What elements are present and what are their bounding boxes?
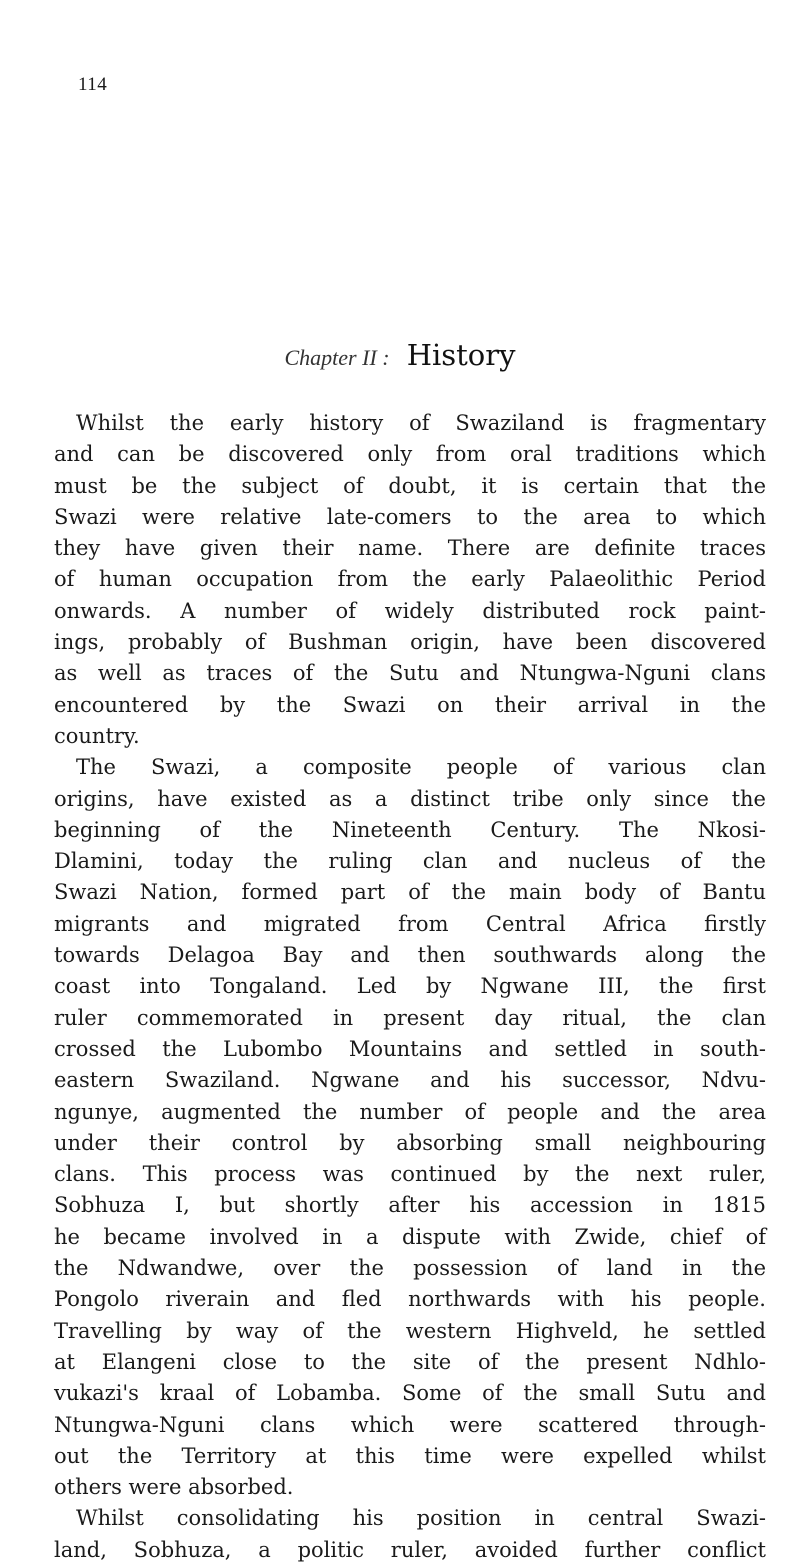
text-line: Whilst consolidating his position in central Swazi- bbox=[76, 1506, 766, 1531]
text-line: vukazi's kraal of Lobamba. Some of the small Sutu and bbox=[54, 1381, 766, 1406]
text-line: ruler commemorated in present day ritual, the clan bbox=[54, 1005, 766, 1030]
text-line: at Elangeni close to the site of the present Ndhlo- bbox=[54, 1349, 766, 1374]
text-line: Swazi were relative late-comers to the area to which bbox=[54, 504, 766, 529]
text-line: ings, probably of Bushman origin, have been discovered bbox=[54, 630, 766, 655]
text-line: and can be discovered only from oral traditions which bbox=[54, 442, 766, 467]
text-line: must be the subject of doubt, it is certain that the bbox=[54, 473, 766, 498]
text-line: ngunye, augmented the number of people and the area bbox=[54, 1099, 766, 1124]
text-line: onwards. A number of widely distributed rock paint- bbox=[54, 598, 766, 623]
text-line: origins, have existed as a distinct tribe only since the bbox=[54, 786, 766, 811]
text-line: migrants and migrated from Central Africa firstly bbox=[54, 911, 766, 936]
text-line: others were absorbed. bbox=[54, 1475, 294, 1500]
text-line: the Ndwandwe, over the possession of land in the bbox=[54, 1256, 766, 1281]
text-line: out the Territory at this time were expelled whilst bbox=[54, 1443, 766, 1468]
text-line: towards Delagoa Bay and then southwards along the bbox=[54, 943, 766, 968]
text-line: eastern Swaziland. Ngwane and his successor, Ndvu- bbox=[54, 1068, 766, 1093]
text-line: he became involved in a dispute with Zwide, chief of bbox=[54, 1224, 766, 1249]
text-line: as well as traces of the Sutu and Ntungwa-Nguni clans bbox=[54, 661, 766, 686]
text-line: Sobhuza I, but shortly after his accession in 1815 bbox=[54, 1193, 766, 1218]
text-line: of human occupation from the early Palaeolithic Period bbox=[54, 567, 766, 592]
text-line: country. bbox=[54, 723, 140, 748]
chapter-label: Chapter II : bbox=[284, 345, 390, 370]
text-line: land, Sobhuza, a politic ruler, avoided further conflict bbox=[54, 1537, 766, 1562]
text-line: encountered by the Swazi on their arrival in the bbox=[54, 692, 766, 717]
page-number: 114 bbox=[78, 74, 108, 95]
text-line: Whilst the early history of Swaziland is fragmentary bbox=[76, 411, 766, 435]
text-line: they have given their name. There are definite traces bbox=[54, 536, 766, 561]
text-line: Dlamini, today the ruling clan and nucleus of the bbox=[54, 849, 766, 874]
text-line: Ntungwa-Nguni clans which were scattered through- bbox=[54, 1412, 766, 1437]
text-line: under their control by absorbing small neighbouring bbox=[54, 1130, 766, 1155]
text-line: clans. This process was continued by the next ruler, bbox=[54, 1162, 766, 1187]
text-line: coast into Tongaland. Led by Ngwane III, the first bbox=[54, 974, 766, 999]
text-line: crossed the Lubombo Mountains and settled in south- bbox=[54, 1036, 766, 1061]
text-line: beginning of the Nineteenth Century. The Nkosi- bbox=[54, 817, 766, 842]
chapter-heading bbox=[0, 338, 800, 372]
body-text bbox=[54, 408, 766, 1566]
text-line: The Swazi, a composite people of various clan bbox=[76, 755, 766, 780]
text-line: Travelling by way of the western Highveld, he settled bbox=[54, 1318, 766, 1343]
text-line: Swazi Nation, formed part of the main body of Bantu bbox=[54, 880, 766, 905]
text-line: Pongolo riverain and fled northwards with his people. bbox=[54, 1287, 766, 1312]
chapter-title: History bbox=[406, 338, 516, 372]
